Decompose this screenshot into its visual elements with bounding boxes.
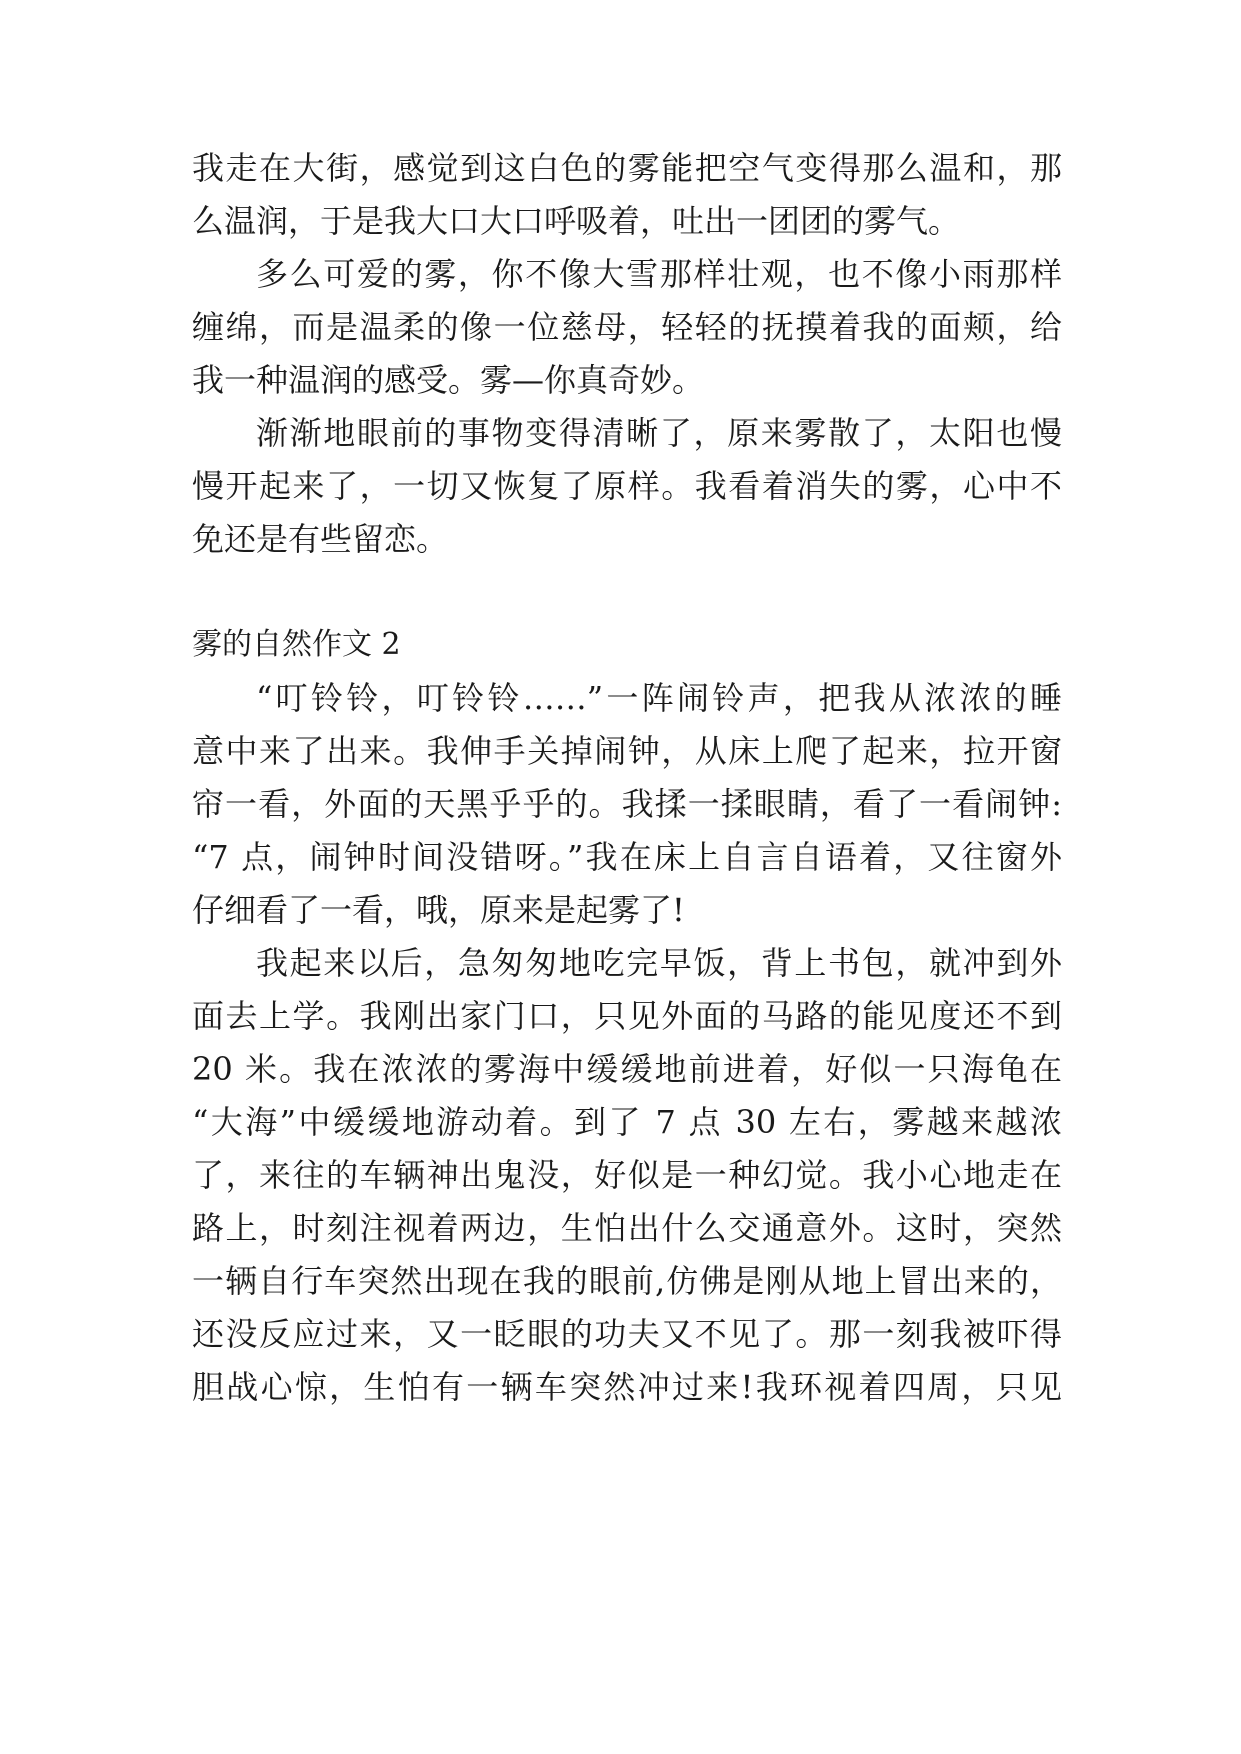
paragraph-line: 我走在大街，感觉到这白色的雾能把空气变得那么温和，那 [192, 149, 1062, 187]
paragraph-line: 我起来以后，急匆匆地吃完早饭，背上书包，就冲到外 [256, 944, 1062, 982]
paragraph-line: 缠绵，而是温柔的像一位慈母，轻轻的抚摸着我的面颊，给 [192, 308, 1062, 346]
paragraph-line: 一辆自行车突然出现在我的眼前,仿佛是刚从地上冒出来的， [192, 1262, 1062, 1300]
paragraph-line: “7 点，闹钟时间没错呀。”我在床上自言自语着，又往窗外 [192, 838, 1062, 876]
paragraph-line: 面去上学。我刚出家门口，只见外面的马路的能见度还不到 [192, 997, 1062, 1035]
paragraph-line: 20 米。我在浓浓的雾海中缓缓地前进着，好似一只海龟在 [192, 1050, 1062, 1088]
paragraph-line: 胆战心惊，生怕有一辆车突然冲过来!我环视着四周，只见 [192, 1368, 1062, 1406]
paragraph-line: 仔细看了一看，哦，原来是起雾了! [192, 891, 685, 929]
paragraph-line: 还没反应过来，又一眨眼的功夫又不见了。那一刻我被吓得 [192, 1315, 1062, 1353]
paragraph-line: “大海”中缓缓地游动着。到了 7 点 30 左右，雾越来越浓 [192, 1103, 1062, 1141]
paragraph-line: “叮铃铃，叮铃铃……”一阵闹铃声，把我从浓浓的睡 [256, 679, 1062, 717]
section-title: 雾的自然作文 2 [192, 627, 401, 662]
paragraph-line: 免还是有些留恋。 [192, 520, 449, 558]
paragraph-line: 帘一看，外面的天黑乎乎的。我揉一揉眼睛，看了一看闹钟: [192, 785, 1062, 823]
paragraph-line: 渐渐地眼前的事物变得清晰了，原来雾散了，太阳也慢 [256, 414, 1062, 452]
paragraph-line: 么温润，于是我大口大口呼吸着，吐出一团团的雾气。 [192, 202, 961, 240]
paragraph-line: 我一种温润的感受。雾—你真奇妙。 [192, 361, 705, 399]
paragraph-line: 慢开起来了，一切又恢复了原样。我看着消失的雾，心中不 [192, 467, 1062, 505]
paragraph-line: 意中来了出来。我伸手关掉闹钟，从床上爬了起来，拉开窗 [192, 732, 1062, 770]
paragraph-line: 了，来往的车辆神出鬼没，好似是一种幻觉。我小心地走在 [192, 1156, 1062, 1194]
paragraph-line: 多么可爱的雾，你不像大雪那样壮观，也不像小雨那样 [256, 255, 1062, 293]
paragraph-line: 路上，时刻注视着两边，生怕出什么交通意外。这时，突然 [192, 1209, 1062, 1247]
